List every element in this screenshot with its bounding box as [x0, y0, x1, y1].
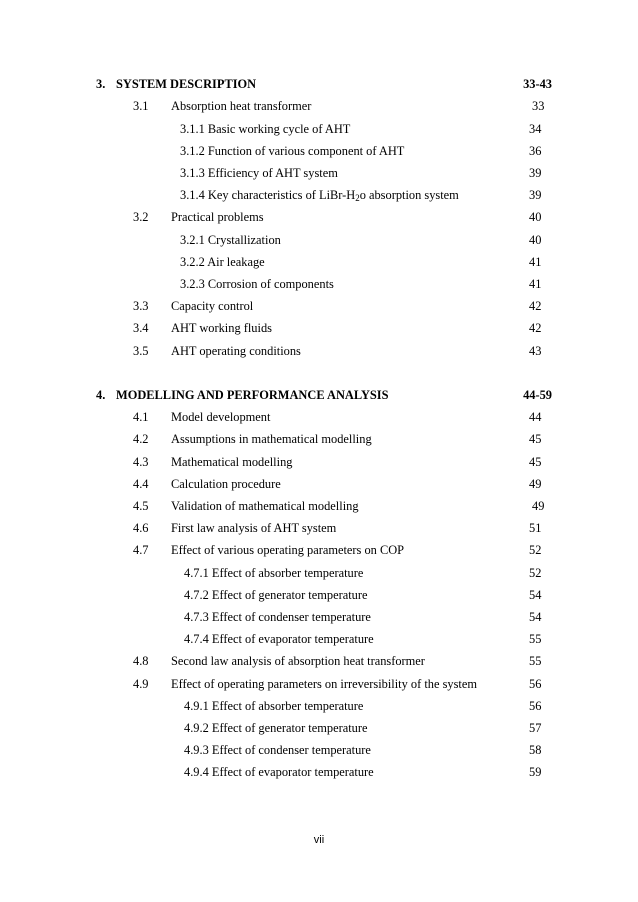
section-number: 4.8 [133, 654, 149, 668]
toc-entry [0, 585, 638, 605]
page-number: 56 [529, 699, 542, 713]
page-number: 33 [532, 99, 545, 113]
toc-entry [0, 230, 638, 250]
section-number: 3.2 [133, 210, 149, 224]
page-number: 41 [529, 277, 542, 291]
subsection-title: 4.9.1 Effect of absorber temperature [184, 699, 364, 713]
section-title: Practical problems [171, 210, 264, 224]
toc-entry [0, 674, 638, 694]
page-number: 55 [529, 632, 542, 646]
toc-entry [0, 163, 638, 183]
section-title: Validation of mathematical modelling [171, 499, 359, 513]
toc-entry [0, 651, 638, 671]
page-number: 54 [529, 610, 542, 624]
page-number: 54 [529, 588, 542, 602]
chapter-heading [0, 385, 638, 405]
subsection-title: 3.1.1 Basic working cycle of AHT [180, 122, 351, 136]
subsection-title: 4.7.3 Effect of condenser temperature [184, 610, 371, 624]
chapter-number: 4. [96, 388, 106, 402]
chapter-title: MODELLING AND PERFORMANCE ANALYSIS [116, 388, 389, 402]
chapter-page-range: 44-59 [523, 388, 552, 402]
toc-entry [0, 540, 638, 560]
page-number: 55 [529, 654, 542, 668]
toc-entry [0, 474, 638, 494]
toc-entry [0, 762, 638, 782]
toc-entry [0, 119, 638, 139]
footer-page-number: vii [313, 834, 325, 846]
section-title: Model development [171, 410, 271, 424]
chapter-number: 3. [96, 77, 106, 91]
section-number: 4.1 [133, 410, 149, 424]
chapter-heading [0, 74, 638, 94]
section-number: 3.1 [133, 99, 149, 113]
page-number: 45 [529, 432, 542, 446]
section-number: 4.6 [133, 521, 149, 535]
section-number: 3.3 [133, 299, 149, 313]
toc-entry [0, 252, 638, 272]
page-number: 42 [529, 299, 542, 313]
toc-entry [0, 341, 638, 361]
chapter-title: SYSTEM DESCRIPTION [116, 77, 257, 91]
subsection-title: 4.7.1 Effect of absorber temperature [184, 566, 364, 580]
section-number: 4.9 [133, 677, 149, 691]
toc-entry [0, 185, 638, 205]
toc-entry [0, 629, 638, 649]
subsection-title-text: 3.1.4 Key characteristics of LiBr-H [180, 188, 356, 202]
toc-entry [0, 696, 638, 716]
subsection-title: 3.1.2 Function of various component of AHT [180, 144, 405, 158]
toc-entry [0, 518, 638, 538]
toc-entry [0, 207, 638, 227]
page-number: 39 [529, 188, 542, 202]
subsection-title: 3.1.3 Efficiency of AHT system [180, 166, 338, 180]
section-number: 4.4 [133, 477, 149, 491]
subsection-title: 4.7.4 Effect of evaporator temperature [184, 632, 374, 646]
page-number: 44 [529, 410, 542, 424]
toc-entry [0, 429, 638, 449]
chapter-page-range: 33-43 [523, 77, 552, 91]
section-title: Absorption heat transformer [171, 99, 312, 113]
section-title: Capacity control [171, 299, 254, 313]
page-number: 45 [529, 455, 542, 469]
section-number: 4.5 [133, 499, 149, 513]
subsection-title: 3.2.2 Air leakage [180, 255, 265, 269]
subscript-two: 2 [355, 193, 360, 204]
subsection-title: 3.2.1 Crystallization [180, 233, 281, 247]
section-title: Calculation procedure [171, 477, 281, 491]
section-title: AHT working fluids [171, 321, 272, 335]
page-number: 58 [529, 743, 542, 757]
page-number: 40 [529, 233, 542, 247]
section-title: Effect of various operating parameters on COP [171, 543, 405, 557]
page-number: 36 [529, 144, 542, 158]
toc-entry [0, 96, 638, 116]
toc-entry [0, 607, 638, 627]
page-number: 51 [529, 521, 542, 535]
toc-entry [0, 740, 638, 760]
toc-entry [0, 496, 638, 516]
page-number: 59 [529, 765, 542, 779]
section-title: Mathematical modelling [171, 455, 293, 469]
section-number: 3.5 [133, 344, 149, 358]
subsection-title-text-end: o absorption system [359, 188, 459, 202]
toc-entry [0, 274, 638, 294]
subsection-title: 3.2.3 Corrosion of components [180, 277, 334, 291]
page-number: 40 [529, 210, 542, 224]
toc-entry [0, 407, 638, 427]
section-title: First law analysis of AHT system [171, 521, 337, 535]
page-number: 39 [529, 166, 542, 180]
subsection-title: 4.9.3 Effect of condenser temperature [184, 743, 371, 757]
page-number: 42 [529, 321, 542, 335]
section-title: Effect of operating parameters on irreversibility of the system [171, 677, 477, 691]
page-number: 52 [529, 543, 542, 557]
page-number: 41 [529, 255, 542, 269]
section-number: 4.7 [133, 543, 149, 557]
page-number: 52 [529, 566, 542, 580]
section-title: Assumptions in mathematical modelling [171, 432, 372, 446]
subsection-title: 4.9.4 Effect of evaporator temperature [184, 765, 374, 779]
section-title: AHT operating conditions [171, 344, 301, 358]
section-number: 3.4 [133, 321, 149, 335]
page-number: 56 [529, 677, 542, 691]
toc-entry [0, 141, 638, 161]
subsection-title: 4.9.2 Effect of generator temperature [184, 721, 368, 735]
toc-entry [0, 452, 638, 472]
page-number: 49 [532, 499, 545, 513]
page-number: 57 [529, 721, 542, 735]
toc-entry [0, 563, 638, 583]
section-number: 4.2 [133, 432, 149, 446]
page-number: 49 [529, 477, 542, 491]
toc-entry [0, 296, 638, 316]
section-title: Second law analysis of absorption heat transformer [171, 654, 425, 668]
subsection-title: 4.7.2 Effect of generator temperature [184, 588, 368, 602]
toc-entry [0, 318, 638, 338]
page-number: 43 [529, 344, 542, 358]
subsection-title [180, 185, 459, 205]
toc-entry [0, 718, 638, 738]
section-number: 4.3 [133, 455, 149, 469]
page-number: 34 [529, 122, 542, 136]
